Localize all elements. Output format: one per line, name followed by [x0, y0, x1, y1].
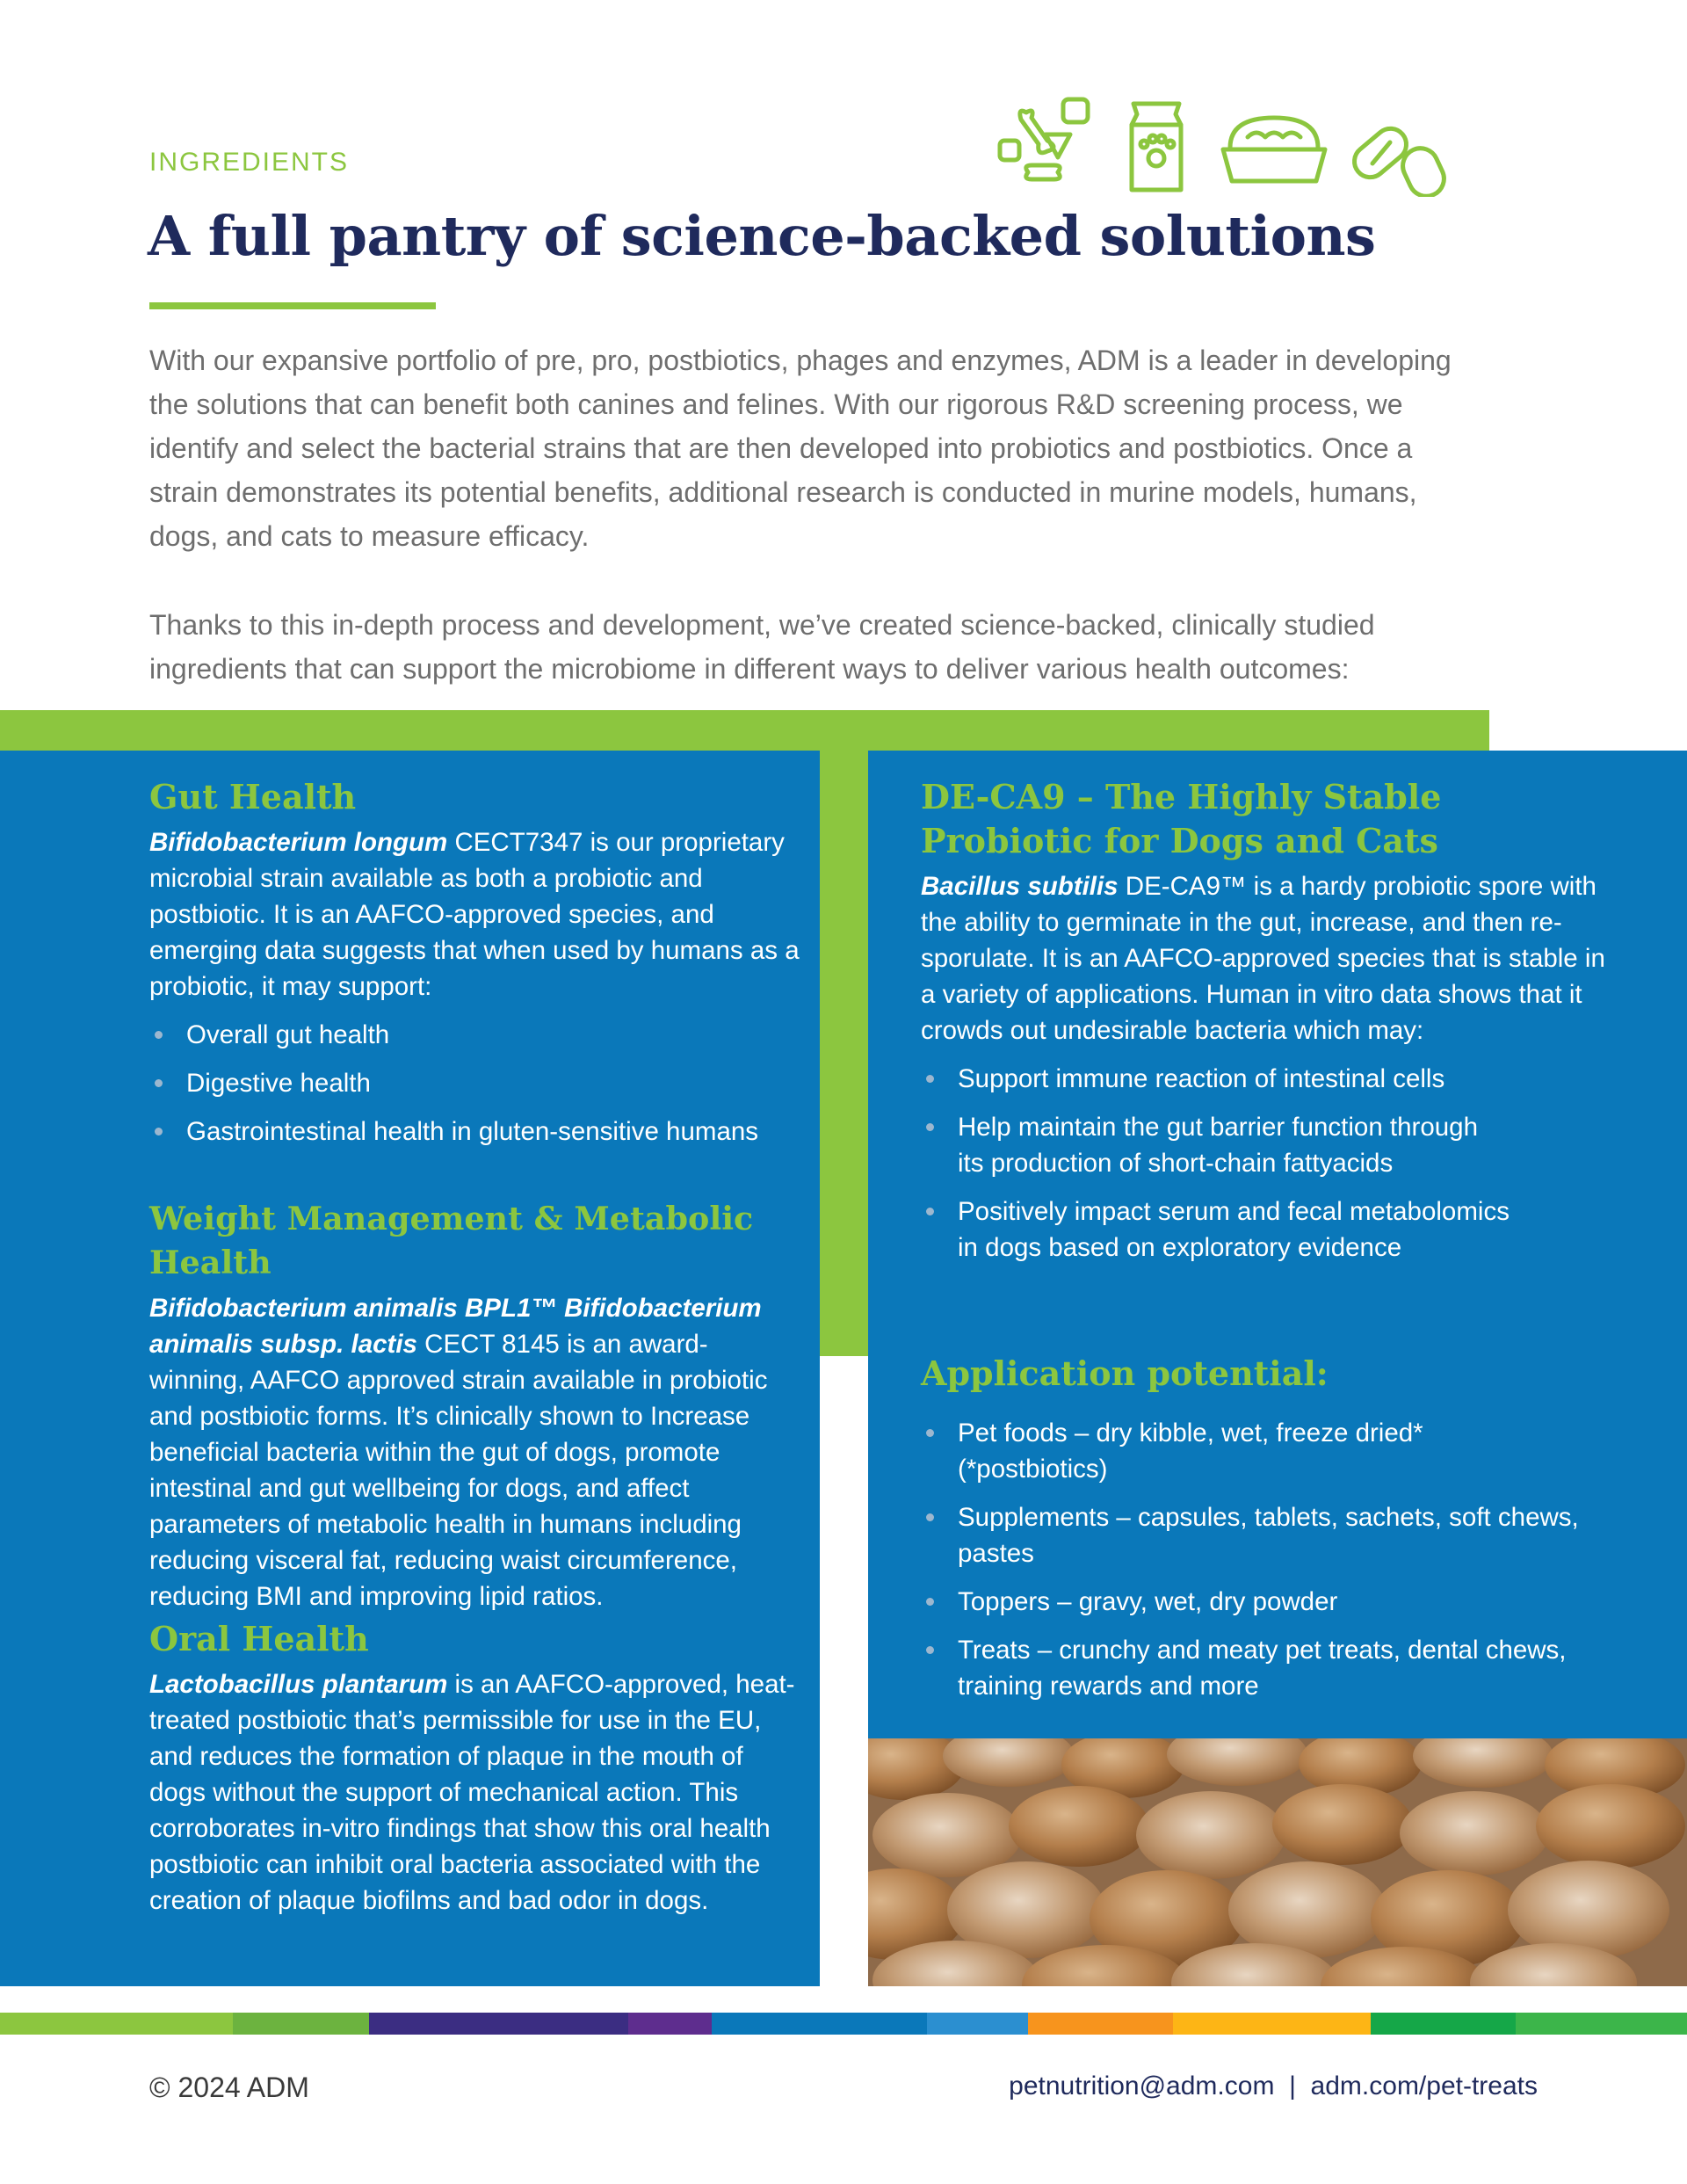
list-item: Positively impact serum and fecal metabolomics in dogs based on exploratory evidence [921, 1194, 1571, 1266]
deca9-section [921, 775, 1606, 1266]
list-item: Toppers – gravy, wet, dry powder [921, 1584, 1606, 1620]
gut-health-list [149, 1017, 800, 1150]
gut-health-section [149, 775, 800, 1150]
list-item: Help maintain the gut barrier function through its production of short-chain fattyacids [921, 1109, 1571, 1181]
application-heading: Application potential: [921, 1353, 1329, 1393]
page-title: A full pantry of science-backed solutions [148, 204, 1376, 268]
color-stripe-1 [0, 2013, 233, 2035]
capsules-icon [1348, 122, 1450, 197]
list-item: Overall gut health [149, 1017, 800, 1053]
list-item: Support immune reaction of intestinal cells [921, 1061, 1571, 1097]
color-stripe-7 [1028, 2013, 1173, 2035]
list-item: Gastrointestinal health in gluten-sensitive humans [149, 1114, 800, 1150]
treats-icon [1000, 99, 1088, 179]
weight-text: Bifidobacterium animalis BPL1™ Bifidobacterium animalis subsp. lactis CECT 8145 is an award-winning, AAFCO approved strain available in probiotic and postbiotic forms. It’s clinically shown to Increase beneficial bacteria within the gut of dogs, promote intestinal and gut wellbeing for dogs, and affect parameters of metabolic health in humans including reducing visceral fat, reducing waist circumference, reducing BMI and improving lipid ratios. [149, 1294, 768, 1611]
gut-health-text: Bifidobacterium longum CECT7347 is our proprietary microbial strain available as both a probiotic and postbiotic. It is an AAFCO-approved species, and emerging data suggests that when used by humans as a probiotic, it may support: [149, 828, 800, 1001]
header-icons [993, 95, 1467, 197]
color-stripe-5 [712, 2013, 927, 2035]
color-stripe-10 [1516, 2013, 1687, 2035]
kibble-photo [868, 1738, 1687, 1986]
deca9-strain: Bacillus subtilis [921, 872, 1119, 901]
list-item: Pet foods – dry kibble, wet, freeze dried* (*postbiotics) [921, 1415, 1606, 1487]
title-underline [149, 302, 436, 309]
eyebrow-label: INGREDIENTS [149, 148, 350, 177]
oral-health-heading: Oral Health [149, 1619, 369, 1658]
gut-health-heading: Gut Health [149, 777, 357, 816]
deca9-text: Bacillus subtilis DE-CA9™ is a hardy probiotic spore with the ability to germinate in the gut, increase, and then re-sporulate. It is an AAFCO-approved species that is stable in a variety of applications. Human in vitro data shows that it crowds out undesirable bacteria which may: [921, 872, 1605, 1045]
color-stripe-2 [233, 2013, 369, 2035]
weight-section [149, 1197, 800, 1614]
oral-health-section [149, 1617, 800, 1919]
list-item: Digestive health [149, 1065, 800, 1101]
copyright: © 2024 ADM [149, 2072, 309, 2103]
oral-strain: Lactobacillus plantarum [149, 1670, 448, 1699]
application-list [921, 1415, 1606, 1704]
color-stripe-9 [1371, 2013, 1516, 2035]
oral-health-text: Lactobacillus plantarum is an AAFCO-approved, heat-treated postbiotic that’s permissible for use in the EU, and reduces the formation of plaque in the mouth of dogs without the support of mechanical action. This corroborates in-vitro findings that show this oral health postbiotic can inhibit oral bacteria associated with the creation of plaque biofilms and bad odor in dogs. [149, 1670, 795, 1915]
deca9-list [921, 1061, 1571, 1266]
application-section [921, 1352, 1606, 1704]
gut-strain: Bifidobacterium longum [149, 828, 448, 857]
weight-strain: Bifidobacterium animalis BPL1™ Bifidobacterium animalis subsp. lactis [149, 1294, 762, 1359]
color-stripe-3 [369, 2013, 628, 2035]
food-bowl-icon [1223, 118, 1325, 181]
color-stripe-8 [1173, 2013, 1371, 2035]
contact-links[interactable]: petnutrition@adm.com | adm.com/pet-treats [1009, 2072, 1538, 2101]
color-stripe-4 [628, 2013, 712, 2035]
list-item: Supplements – capsules, tablets, sachets, soft chews, pastes [921, 1499, 1606, 1571]
color-stripe-6 [927, 2013, 1028, 2035]
food-bag-icon [1132, 104, 1181, 190]
green-accent-bar [0, 710, 1489, 751]
weight-heading: Weight Management & Metabolic Health [149, 1200, 754, 1281]
intro-paragraph-2: Thanks to this in-depth process and development, we’ve created science-backed, clinically studied ingredients that can support the microbiome in different ways to deliver various health outcomes: [149, 609, 1375, 685]
list-item: Treats – crunchy and meaty pet treats, dental chews, training rewards and more [921, 1632, 1606, 1704]
deca9-heading: DE-CA9 – The Highly Stable Probiotic for Dogs and Cats [921, 777, 1442, 860]
green-accent-column [820, 710, 868, 1356]
intro-paragraph-1: With our expansive portfolio of pre, pro, postbiotics, phages and enzymes, ADM is a leader in developing the solutions that can benefit both canines and felines. With our rigorous R&D screening process, we identify and select the bacterial strains that are then developed into probiotics and postbiotics. Once a strain demonstrates its potential benefits, additional research is conducted in murine models, humans, dogs, and cats to measure efficacy. [149, 345, 1452, 552]
